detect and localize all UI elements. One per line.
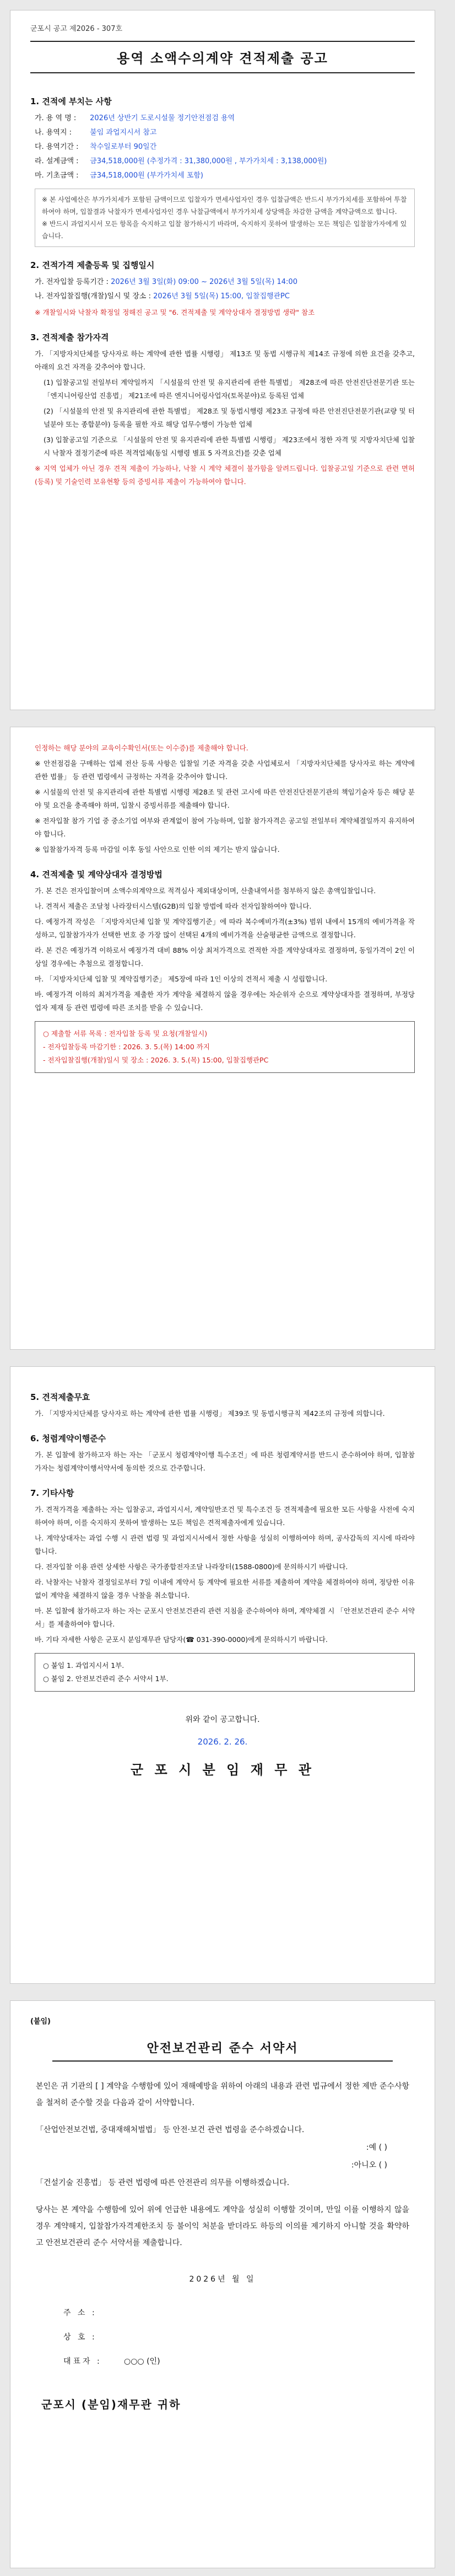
field-company (63, 2325, 415, 2349)
s7-para: 나. 계약상대자는 과업 수행 시 관련 법령 및 과업지시서에서 정한 사항을 성실히 이행하여야 하며, 공사감독의 지시에 따라야 합니다. (35, 1534, 415, 1555)
section-1-title: 1. 견적에 부치는 사항 (30, 96, 112, 106)
row-value: 금34,518,000원 (추정가격 : 31,380,000원 , 부가가치세 : 3,138,000원) (90, 157, 327, 165)
row-key: 가. 용 역 명 : (35, 114, 77, 122)
s5-para: 가. 「지방자치단체를 당사자로 하는 계약에 관한 법률 시행령」 제39조 및 동법시행규칙 제42조의 규정에 의합니다. (35, 1409, 385, 1418)
s2-note: ※ 개찰일시와 낙찰자 확정일 정해진 공고 및 "6. 견적제출 및 계약상대자 결정방법 생략" 참조 (35, 308, 315, 316)
row-key: 라. 설계금액 : (35, 157, 79, 165)
page-1 (10, 10, 435, 710)
notice-date: 2026. 2. 26. (197, 1737, 248, 1747)
s1-row (35, 169, 415, 183)
s3-item: (1) 입찰공고일 전일부터 계약일까지 「시설물의 안전 및 유지관리에 관한 특별법」 제28조에 따른 안전진단전문기관 또는 「엔지니어링산업 진흥법」 제21조에 따른 엔지니어링사업자(토목분야)로 등록된 업체 (44, 378, 415, 400)
s1-note: ※ 본 사업예산은 부가가치세가 포함된 금액이므로 입찰자가 면세사업자인 경우 입찰금액은 반드시 부가가치세를 포함하여 투찰하여야 하며, 입찰결과 낙찰자가 면세사업자인 경우 낙찰금액에서 부가가치세 상당액을 차감한 금액을 계약금액으로 합니다. ※ 반드시 과업지시서 모든 항목을 숙지하고 입찰 참가하시기 바라며, 숙지하지 못하여 발생하는 모든 책임은 입찰참가자에게 있습니다. (35, 189, 415, 247)
s4-para: 다. 예정가격 작성은 「지방자치단체 입찰 및 계약집행기준」에 따라 복수예비가격(±3%) 범위 내에서 15개의 예비가격을 작성하고, 입찰참가자가 선택한 번호 중 가장 많이 선택된 4개의 예비가격을 산술평균한 금액으로 결정합니다. (35, 917, 415, 939)
field-label: 대표자 : (63, 2357, 102, 2366)
field-representative (63, 2349, 415, 2374)
row-value: 2026년 3월 3일(화) 09:00 ~ 2026년 3월 5일(목) 14:00 (111, 278, 297, 286)
p2-para: ※ 입찰참가자격 등록 마감일 이후 동일 사안으로 인한 이의 제기는 받지 않습니다. (35, 845, 280, 854)
section-3-title: 3. 견적제출 참가자격 (30, 332, 109, 342)
row-key: 다. 용역기간 : (35, 143, 79, 151)
s3-item: (2) 「시설물의 안전 및 유지관리에 관한 특별법」 제28조 및 동법시행령 제23조 규정에 따른 안전진단전문기관(교량 및 터널분야 또는 종합분야) 등록을 필한 자로 해당 업무수행이 가능한 업체 (44, 407, 415, 428)
p2-para: ※ 시설물의 안전 및 유지관리에 관한 특별법 시행령 제28조 및 관련 고시에 따른 안전진단전문기관의 책임기술자 등은 해당 분야 및 요건을 충족해야 하며, 입찰시 증빙서류를 제출해야 합니다. (35, 788, 415, 809)
section-4-title: 4. 견적제출 및 계약상대자 결정방법 (30, 870, 162, 879)
row-key: 가. 전자입찰 등록기간 : (35, 278, 109, 286)
field-value: ○○○ (인) (124, 2357, 160, 2366)
row-value: 2026년 3월 5일(목) 15:00, 입찰집행관PC (153, 292, 290, 300)
row-key: 나. 용역지 : (35, 128, 72, 137)
page-3 (10, 1366, 435, 1984)
s3-note: ※ 지역 업체가 아닌 경우 견적 제출이 가능하나, 낙찰 시 계약 체결이 불가함을 알려드립니다. 입찰공고일 기준으로 관련 면허(등록) 및 기술인력 보유현황 등의 증빙서류 제출이 가능하여야 합니다. (35, 464, 415, 486)
section-5-title: 5. 견적제출무효 (30, 1392, 90, 1402)
p2-para: ※ 안전점검을 구매하는 업체 전산 등록 사항은 입찰일 기준 자격을 갖춘 사업체로서 「지방자치단체를 당사자로 하는 계약에 관한 법률」 등 관련 법령에서 규정하는 자격을 갖추어야 합니다. (35, 759, 415, 781)
pledge-text-2: 당사는 본 계약을 수행함에 있어 위에 언급한 내용에도 계약을 성실히 이행할 것이며, 만일 이를 이행하지 않을 경우 계약해지, 입찰참가자격제한조치 등 불이익 처분을 받더라도 하등의 이의를 제기하지 아니할 것을 확약하고 안전보건관리 준수 서약서를 제출합니다. (36, 2205, 409, 2247)
pledge-item: 「산업안전보건법, 중대재해처벌법」 등 안전·보건 관련 법령을 준수하겠습니다. (36, 2126, 305, 2134)
s7-para: 가. 견적가격을 제출하는 자는 입찰공고, 과업지시서, 계약일반조건 및 특수조건 등 견적제출에 필요한 모든 사항을 사전에 숙지하여야 하며, 이를 숙지하지 못하여 발생하는 모든 책임은 견적제출자에게 있습니다. (35, 1505, 415, 1527)
s7-para: 마. 본 입찰에 참가하고자 하는 자는 군포시 안전보건관리 관련 지침을 준수하여야 하며, 계약체결 시 「안전보건관리 준수 서약서」를 제출하여야 합니다. (35, 1607, 415, 1628)
s6-para: 가. 본 입찰에 참가하고자 하는 자는 「군포시 청렴계약이행 특수조건」에 따른 청렴계약서를 반드시 준수하여야 하며, 입찰참가자는 청렴계약이행서약서에 동의한 것으로 간주합니다. (35, 1451, 415, 1472)
s4-para: 나. 견적서 제출은 조달청 나라장터시스템(G2B)의 입찰 방법에 따라 전자입찰하여야 합니다. (35, 902, 312, 910)
s4-submission-box: ○ 제출할 서류 목록 : 전자입찰 등록 및 요청(개찰일시) - 전자입찰등록 마감기한 : 2026. 3. 5.(목) 14:00 까지 - 전자입찰집행(개찰)일시 및 장소 : 2026. 3. 5.(목) 15:00, 입찰집행관PC (35, 1021, 415, 1073)
pledge-check: :예 ( ) (366, 2143, 387, 2152)
s4-para: 마. 「지방자치단체 입찰 및 계약집행기준」 제5장에 따라 1인 이상의 견적서 제출 시 성립합니다. (35, 975, 328, 983)
pledge-title: 안전보건관리 준수 서약서 (52, 2039, 393, 2062)
document-title: 용역 소액수의계약 견적제출 공고 (30, 41, 415, 73)
field-label: 상 호 : (63, 2333, 97, 2342)
pledge-date: 2026년 월 일 (189, 2275, 256, 2284)
s7-para: 라. 낙찰자는 낙찰자 결정일로부터 7일 이내에 계약서 등 계약에 필요한 서류를 제출하여 계약을 체결하여야 하며, 정당한 이유 없이 계약을 체결하지 않을 경우 낙찰을 취소합니다. (35, 1578, 415, 1600)
field-label: 주 소 : (63, 2309, 97, 2317)
s3-intro: 가. 「지방자치단체를 당사자로 하는 계약에 관한 법률 시행령」 제13조 및 동법 시행규칙 제14조 규정에 의한 요건을 갖추고, 아래의 요건 자격을 갖추어야 합니다. (35, 350, 415, 371)
notice-number: 군포시 공고 제2026 - 307호 (30, 25, 123, 33)
s1-row (35, 126, 415, 140)
field-address (63, 2301, 415, 2325)
row-key: 마. 기초금액 : (35, 171, 79, 180)
s1-row (35, 140, 415, 154)
pledge-text: 본인은 귀 기관의 [ ] 계약을 수행함에 있어 재해예방을 위하여 아래의 내용과 관련 법규에서 정한 제반 준수사항을 철저히 준수할 것을 다음과 같이 서약합니다. (36, 2082, 409, 2107)
page-4 (10, 2000, 435, 2568)
s4-para: 라. 본 건은 예정가격 이하로서 예정가격 대비 88% 이상 최저가격으로 견적한 자를 계약상대자로 결정하며, 동일가격이 2인 이상일 경우에는 추첨으로 결정합니다. (35, 946, 415, 968)
p2-para: ※ 전자입찰 참가 기업 중 중소기업 여부와 관계없이 참여 가능하며, 입찰 참가자격은 공고일 전일부터 계약체결일까지 유지하여야 합니다. (35, 817, 415, 838)
s1-row (35, 154, 415, 169)
section-2-title: 2. 견적가격 제출등록 및 집행일시 (30, 260, 155, 270)
addressee: 군포시 (분임)재무관 귀하 (41, 2398, 181, 2411)
signer: 군 포 시 분 임 재 무 관 (131, 1762, 315, 1778)
p2-intro: 인정하는 해당 분야의 교육이수확인서(또는 이수증)를 제출해야 합니다. (35, 744, 248, 752)
section-7-title: 7. 기타사항 (30, 1488, 74, 1498)
s2-row (35, 275, 415, 289)
s2-row (35, 289, 415, 304)
row-value: 2026년 상반기 도로시설물 정기안전점검 용역 (90, 114, 235, 122)
s4-para: 바. 예정가격 이하의 최저가격을 제출한 자가 계약을 체결하지 않을 경우에는 차순위자 순으로 계약상대자를 결정하며, 부정당업자 제재 등 관련 법령에 따른 조치를 받을 수 있습니다. (35, 990, 415, 1012)
row-value: 불임 과업지시서 참고 (90, 128, 157, 137)
row-key: 나. 전자입찰집행(개찰)일시 및 장소 : (35, 292, 151, 300)
s7-para: 바. 기타 자세한 사항은 군포시 분임재무관 담당자(☎ 031-390-0000)에게 문의하시기 바랍니다. (35, 1635, 328, 1644)
closing-text: 위와 같이 공고합니다. (185, 1715, 260, 1724)
pledge-list (36, 2121, 409, 2192)
attachment-box: ○ 붙임 1. 과업지시서 1부. ○ 붙임 2. 안전보건관리 준수 서약서 1부. (35, 1653, 415, 1692)
row-value: 금34,518,000원 (부가가치세 포함) (90, 171, 204, 180)
pledge-check: :아니오 ( ) (351, 2161, 387, 2170)
attachment-tag: (붙임) (30, 2017, 51, 2026)
s7-para: 다. 전자입찰 이용 관련 상세한 사항은 국가종합전자조달 나라장터(1588-0800)에 문의하시기 바랍니다. (35, 1563, 348, 1571)
row-value: 착수일로부터 90일간 (90, 143, 157, 151)
pledge-item: 「건설기술 진흥법」 등 관련 법령에 따른 안전관리 의무를 이행하겠습니다. (36, 2178, 290, 2187)
section-6-title: 6. 청렴계약이행준수 (30, 1434, 106, 1443)
s4-para: 가. 본 건은 전자입찰이며 소액수의계약으로 적격심사 제외대상이며, 산출내역서를 첨부하지 않은 총액입찰입니다. (35, 887, 376, 895)
s1-row (35, 111, 415, 126)
s3-item: (3) 입찰공고일 기준으로 「시설물의 안전 및 유지관리에 관한 특별법 시행령」 제23조에서 정한 자격 및 지방자치단체 입찰 시 낙찰자 결정기준에 따른 적격업체(동일 시행령 별표 5 자격요건)를 갖춘 업체 (44, 436, 415, 457)
page-2 (10, 727, 435, 1350)
